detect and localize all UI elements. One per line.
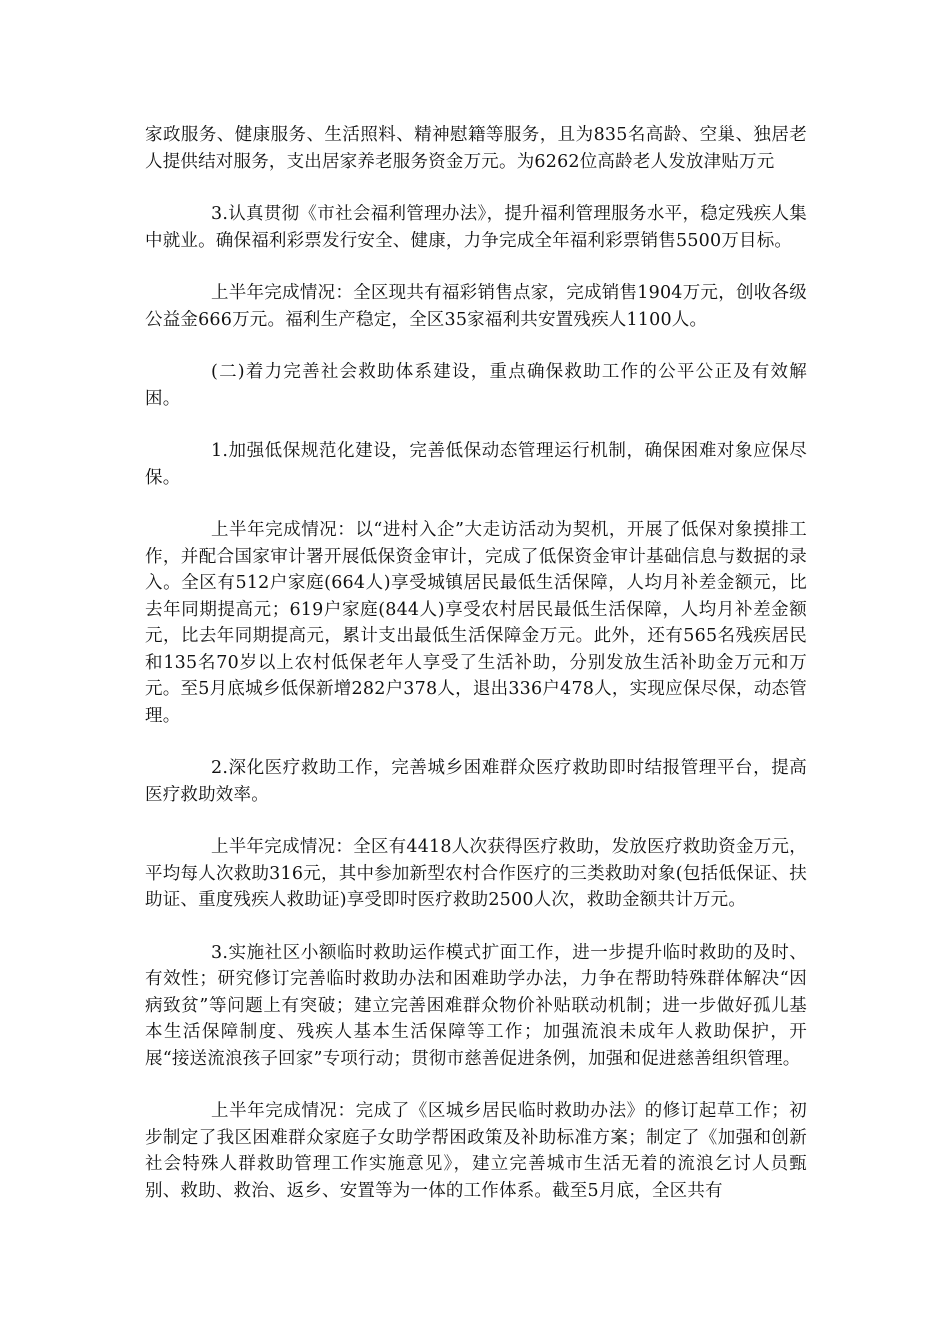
- paragraph-welfare-lottery-progress: 上半年完成情况：全区现共有福彩销售点家，完成销售1904万元，创收各级公益金666万元。福利生产稳定，全区35家福利共安置残疾人1100人。: [145, 283, 807, 330]
- paragraph-medical-assistance-goal: 2.深化医疗救助工作，完善城乡困难群众医疗救助即时结报管理平台，提高医疗救助效率。: [145, 758, 807, 805]
- section-heading-social-assistance: (二)着力完善社会救助体系建设，重点确保救助工作的公平公正及有效解困。: [145, 362, 807, 409]
- paragraph-minimum-living-goal: 1.加强低保规范化建设，完善低保动态管理运行机制，确保困难对象应保尽保。: [145, 441, 807, 488]
- paragraph-welfare-management-goal: 3.认真贯彻《市社会福利管理办法》，提升福利管理服务水平，稳定残疾人集中就业。确保福利彩票发行安全、健康，力争完成全年福利彩票销售5500万目标。: [145, 204, 807, 251]
- document-body: [145, 122, 807, 1230]
- paragraph-temporary-assistance-progress: 上半年完成情况：完成了《区城乡居民临时救助办法》的修订起草工作；初步制定了我区困难群众家庭子女助学帮困政策及补助标准方案；制定了《加强和创新社会特殊人群救助管理工作实施意见》，建立完善城市生活无着的流浪乞讨人员甄别、救助、救治、返乡、安置等为一体的工作体系。截至5月底，全区共有: [145, 1101, 807, 1201]
- paragraph-medical-assistance-progress: 上半年完成情况：全区有4418人次获得医疗救助，发放医疗救助资金万元，平均每人次救助316元，其中参加新型农村合作医疗的三类救助对象(包括低保证、扶助证、重度残疾人救助证)享受即时医疗救助2500人次，救助金额共计万元。: [145, 837, 807, 910]
- paragraph-temporary-assistance-goal: 3.实施社区小额临时救助运作模式扩面工作，进一步提升临时救助的及时、有效性；研究修订完善临时救助办法和困难助学办法，力争在帮助特殊群体解决“因病致贫”等问题上有突破；建立完善困难群众物价补贴联动机制；进一步做好孤儿基本生活保障制度、残疾人基本生活保障等工作；加强流浪未成年人救助保护，开展“接送流浪孩子回家”专项行动；贯彻市慈善促进条例，加强和促进慈善组织管理。: [145, 942, 807, 1069]
- paragraph-continued-elderly-services: 家政服务、健康服务、生活照料、精神慰籍等服务，且为835名高龄、空巢、独居老人提供结对服务，支出居家养老服务资金万元。为6262位高龄老人发放津贴万元: [145, 125, 807, 172]
- paragraph-minimum-living-progress: 上半年完成情况：以“进村入企”大走访活动为契机，开展了低保对象摸排工作，并配合国家审计署开展低保资金审计，完成了低保资金审计基础信息与数据的录入。全区有512户家庭(664人)享受城镇居民最低生活保障，人均月补差金额元，比去年同期提高元；619户家庭(844人)享受农村居民最低生活保障，人均月补差金额元，比去年同期提高元，累计支出最低生活保障金万元。此外，还有565名残疾居民和135名70岁以上农村低保老年人享受了生活补助，分别发放生活补助金万元和万元。至5月底城乡低保新增282户378人，退出336户478人，实现应保尽保，动态管理。: [145, 520, 807, 726]
